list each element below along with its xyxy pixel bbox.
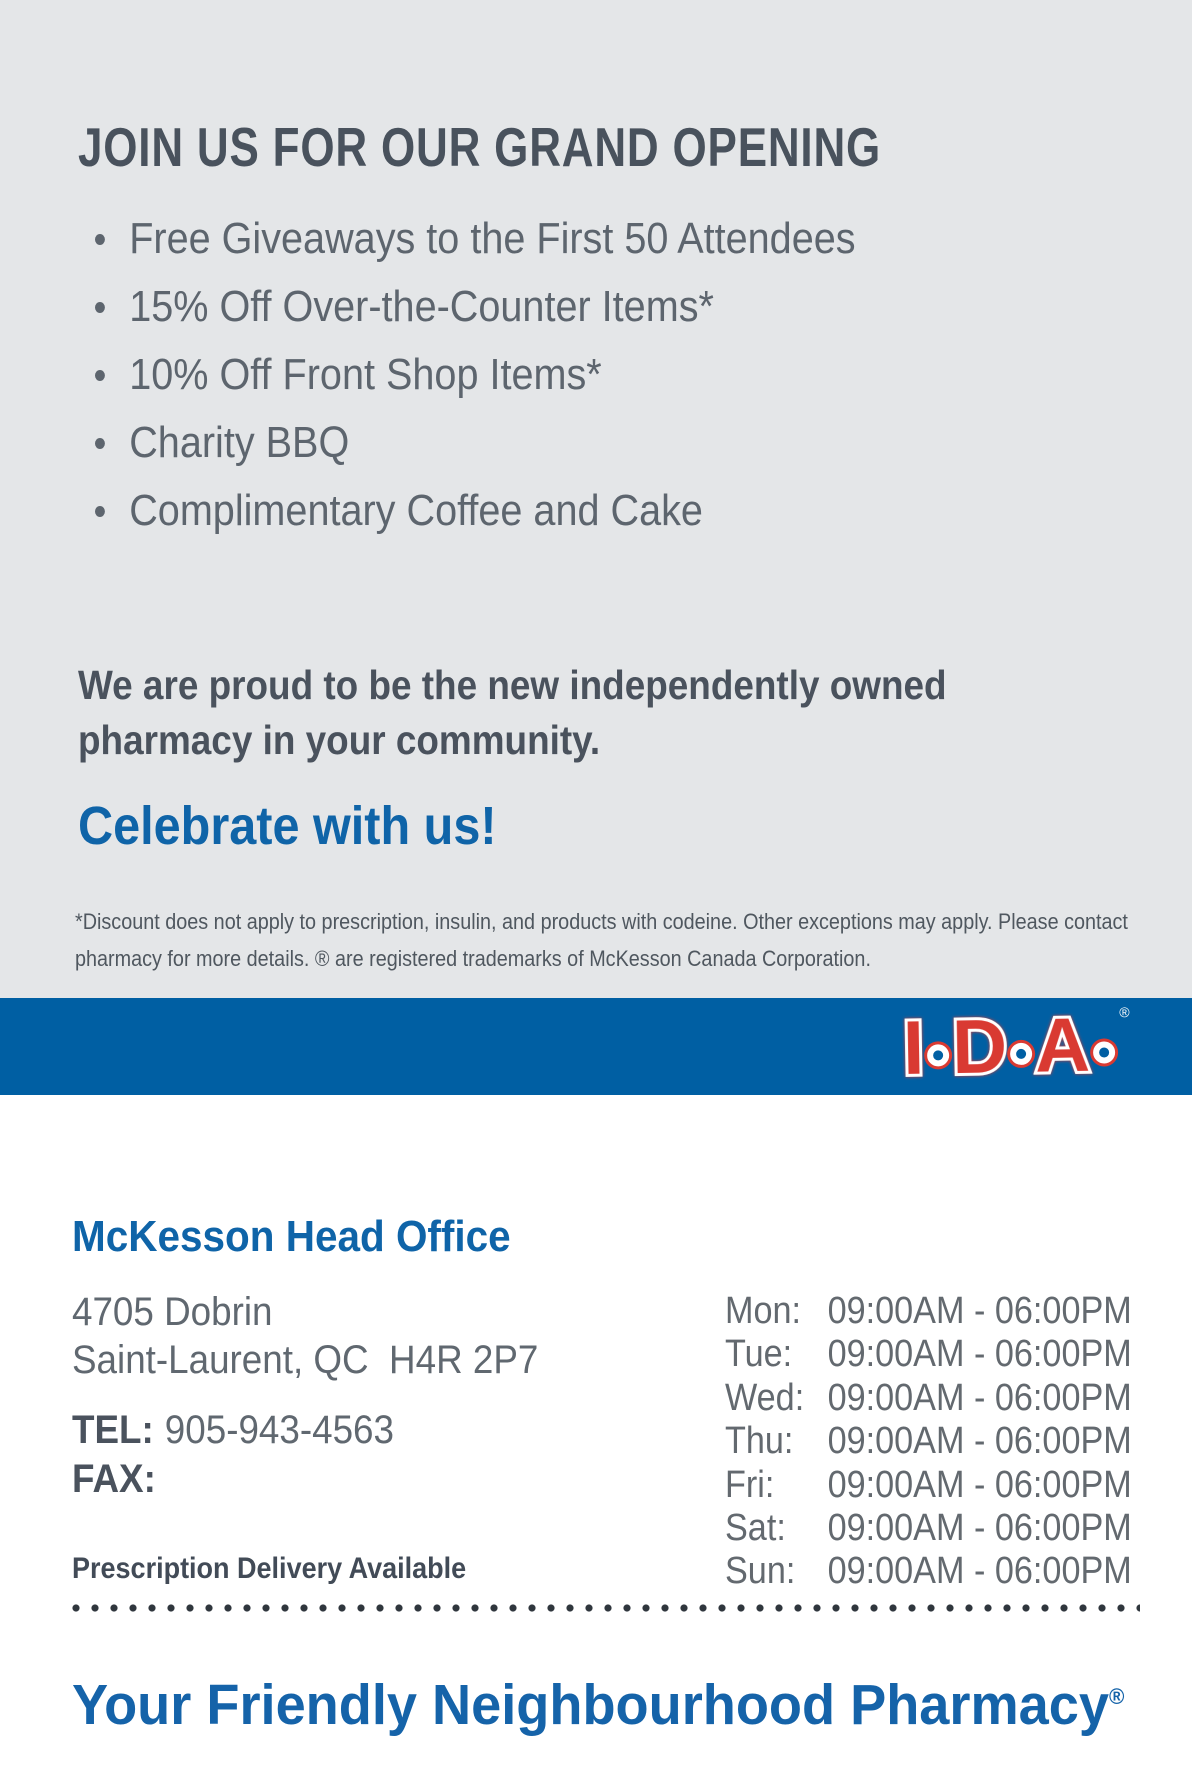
hours-day: Fri: [725,1463,775,1506]
hours-row [725,1464,1139,1507]
office-address [72,1288,538,1384]
celebrate-cta: Celebrate with us! [78,796,497,856]
grand-opening-headline: JOIN US FOR OUR GRAND OPENING [78,116,882,178]
ida-dot-icon [1010,1042,1032,1064]
disclaimer-text: *Discount does not apply to prescription, insulin, and products with codeine. Other exceptions may apply. Please contact pharmacy for more details. ® are registered trademarks of McKesson Canada Corporation. [75,909,1128,971]
tagline [72,1668,1125,1737]
tel-number: 905-943-4563 [164,1408,394,1452]
bullet-item: Charity BBQ [95,421,349,465]
ida-logo [902,1002,1131,1091]
hours-day: Tue: [725,1333,793,1376]
hours-row [725,1333,1139,1376]
hours-time: 09:00AM - 06:00PM [827,1550,1132,1593]
bullet-item: Free Giveaways to the First 50 Attendees [95,217,856,261]
bullet-icon [95,438,105,449]
hours-row [725,1420,1139,1463]
registered-mark-icon: ® [1108,1684,1125,1709]
hours-row [725,1550,1139,1593]
bullet-icon [95,506,105,517]
fax-label: FAX: [72,1457,156,1501]
tel-row [72,1406,394,1455]
hours-day: Sat: [725,1506,786,1549]
tel-label: TEL: [72,1408,154,1452]
address-line2: Saint-Laurent, QC H4R 2P7 [72,1338,539,1382]
hours-day: Sun: [725,1550,796,1593]
delivery-note: Prescription Delivery Available [72,1552,467,1585]
ida-dot-icon [927,1044,949,1066]
ida-letter-i: I [902,1005,925,1091]
hours-time: 09:00AM - 06:00PM [827,1463,1132,1506]
brand-band [0,998,1192,1095]
address-line1: 4705 Dobrin [72,1290,273,1334]
ida-letter-d: D [951,1003,1008,1090]
hours-time: 09:00AM - 06:00PM [827,1290,1132,1332]
tel-fax-block [72,1406,394,1504]
ida-letter-a: A [1034,1002,1091,1089]
registered-mark-icon: ® [1118,1004,1130,1021]
hours-day: Wed: [725,1376,805,1419]
hours-time: 09:00AM - 06:00PM [827,1506,1132,1549]
tagline-text: Your Friendly Neighbourhood Pharmacy [72,1673,1109,1737]
hours-time: 09:00AM - 06:00PM [827,1420,1132,1463]
hours-day: Thu: [725,1420,794,1463]
bullet-item: 10% Off Front Shop Items* [95,353,602,397]
hours-time: 09:00AM - 06:00PM [827,1333,1132,1376]
bullet-icon [95,370,105,381]
hours-row [725,1507,1139,1550]
hours-row [725,1290,1139,1333]
hours-time: 09:00AM - 06:00PM [827,1376,1132,1419]
dotted-divider [72,1604,1140,1612]
ida-dot-icon [1093,1041,1115,1063]
hours-day: Mon: [725,1290,802,1332]
intro-paragraph: We are proud to be the new independently owned pharmacy in your community. [78,662,947,763]
bullet-item: Complimentary Coffee and Cake [95,489,703,533]
fax-row [72,1455,394,1504]
office-title: McKesson Head Office [72,1212,511,1261]
store-hours-table [725,1290,1185,1594]
bullet-icon [95,234,105,245]
hours-row [725,1377,1139,1420]
bullet-item: 15% Off Over-the-Counter Items* [95,285,714,329]
bullet-icon [95,302,105,313]
